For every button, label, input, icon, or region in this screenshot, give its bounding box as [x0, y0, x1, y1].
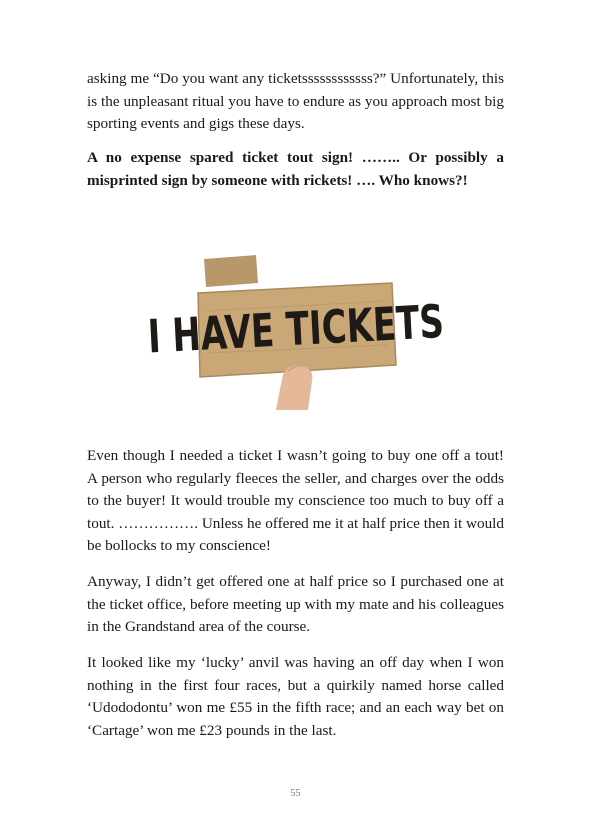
page-number: 55 — [290, 788, 301, 799]
paragraph-races: It looked like my ‘lucky’ anvil was having an off day when I won nothing in the first four races, but a quirkily named horse called ‘Udododontu’ won me £55 in the fifth race; and an each way bet on ‘Cartage’ won me £23 pounds in the last. — [87, 654, 504, 739]
sign-illustration — [146, 253, 446, 410]
sign-text: I HAVE TICKETS — [146, 295, 446, 364]
paragraph-intro: asking me “Do you want any ticketssssssssssss?” Unfortunately, this is the unpleasant ritual you have to endure as you approach most big sporting events and gigs these days. — [87, 70, 504, 133]
paragraph-caption-bold: A no expense spared ticket tout sign! …….. Or possibly a misprinted sign by someone with rickets! …. Who knows?! — [87, 149, 504, 189]
cardboard-flap — [204, 255, 258, 287]
ticket-tout-sign-photo — [146, 253, 446, 410]
paragraph-tout: Even though I needed a ticket I wasn’t going to buy one off a tout! A person who regularly fleeces the seller, and charges over the odds to the buyer! It would trouble my conscience too much to buy off a tout. ……………. Unless he offered me it at half price then it would be bollocks to my conscience! — [87, 447, 504, 555]
paragraph-ticket-office: Anyway, I didn’t get offered one at half price so I purchased one at the ticket office, before meeting up with my mate and his colleagues in the Grandstand area of the course. — [87, 573, 504, 636]
